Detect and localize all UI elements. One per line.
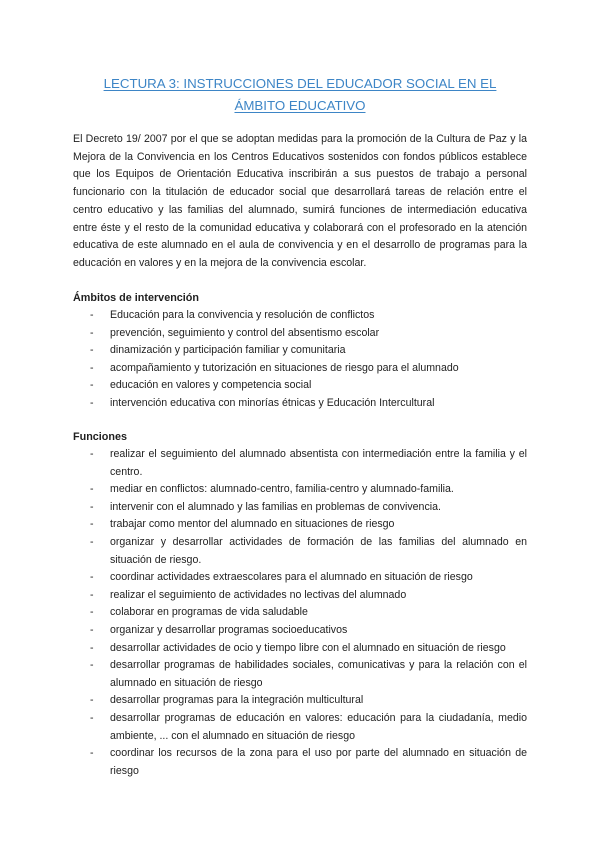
list-item: - realizar el seguimiento del alumnado absentista con intermediación entre la familia y el centro.: [73, 446, 527, 481]
list-item: - acompañamiento y tutorización en situaciones de riesgo para el alumnado: [73, 360, 527, 378]
list-item: - mediar en conflictos: alumnado-centro, familia-centro y alumnado-familia.: [73, 481, 527, 499]
intro-paragraph: El Decreto 19/ 2007 por el que se adoptan medidas para la promoción de la Cultura de Paz y la Mejora de la Convivencia en los Centros Educativos sostenidos con fondos públicos establece que los Equipos de Orientación Educativa inscribirán a sus puestos de trabajo a personal funcionario con la titulación de educador social que desarrollará tareas de relación entre el centro educativo y las familias del alumnado, sumirá funciones de intermediación educativa entre éste y el resto de la comunidad educativa y colaborará con el profesorado en la atención educativa de este alumnado en el aula de convivencia y en el desarrollo de programas para la educación en valores y en la mejora de la convivencia escolar.: [73, 133, 527, 269]
list-item: - intervención educativa con minorías étnicas y Educación Intercultural: [73, 395, 527, 413]
list-item: - coordinar los recursos de la zona para el uso por parte del alumnado en situación de riesgo: [73, 745, 527, 780]
title-line-1: LECTURA 3: INSTRUCCIONES DEL EDUCADOR SOCIAL EN EL: [103, 76, 497, 91]
list-item: - dinamización y participación familiar y comunitaria: [73, 342, 527, 360]
document-title: [60, 73, 540, 117]
funciones-heading: Funciones: [73, 431, 127, 443]
list-item: - realizar el seguimiento de actividades no lectivas del alumnado: [73, 587, 527, 605]
list-item: - desarrollar programas de habilidades sociales, comunicativas y para la relación con el alumnado en situación de riesgo: [73, 657, 527, 692]
list-item: - colaborar en programas de vida saludable: [73, 604, 527, 622]
list-item: - desarrollar programas para la integración multicultural: [73, 692, 527, 710]
list-item: - organizar y desarrollar programas socioeducativos: [73, 622, 527, 640]
ambitos-heading: Ámbitos de intervención: [73, 292, 199, 304]
funciones-list: [73, 446, 527, 780]
list-item: - Educación para la convivencia y resolución de conflictos: [73, 307, 527, 325]
list-item: - intervenir con el alumnado y las familias en problemas de convivencia.: [73, 499, 527, 517]
list-item: - prevención, seguimiento y control del absentismo escolar: [73, 325, 527, 343]
title-line-2: ÁMBITO EDUCATIVO: [234, 98, 366, 113]
list-item: - educación en valores y competencia social: [73, 377, 527, 395]
list-item: - organizar y desarrollar actividades de formación de las familias del alumnado en situación de riesgo.: [73, 534, 527, 569]
list-item: - coordinar actividades extraescolares para el alumnado en situación de riesgo: [73, 569, 527, 587]
list-item: - desarrollar actividades de ocio y tiempo libre con el alumnado en situación de riesgo: [73, 640, 527, 658]
ambitos-list: [73, 307, 527, 413]
list-item: - desarrollar programas de educación en valores: educación para la ciudadanía, medio ambiente, ... con el alumnado en situación de riesgo: [73, 710, 527, 745]
list-item: - trabajar como mentor del alumnado en situaciones de riesgo: [73, 516, 527, 534]
